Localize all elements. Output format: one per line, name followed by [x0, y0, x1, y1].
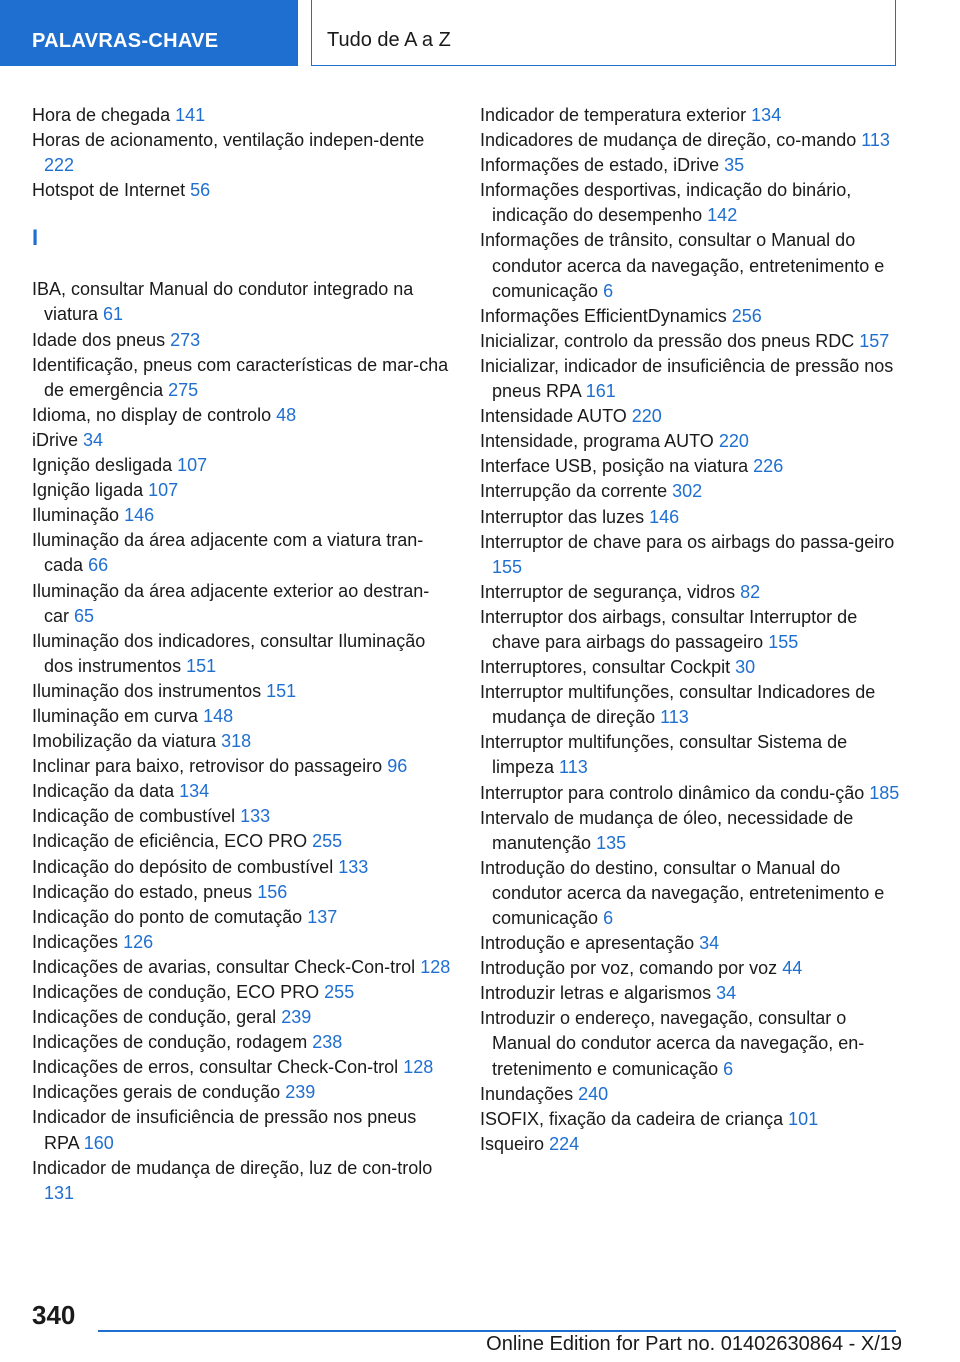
index-entry-text: Indicador de insuficiência de pressão nos pneus RPA [32, 1107, 417, 1153]
index-entry-text: iDrive [32, 429, 79, 450]
index-entry [480, 580, 900, 605]
page-reference-link[interactable]: 148 [203, 705, 234, 726]
index-entry [480, 429, 900, 454]
page-reference-link[interactable]: 275 [168, 379, 199, 400]
page-reference-link[interactable]: 160 [83, 1132, 114, 1153]
index-entry [32, 704, 452, 729]
page-reference-link[interactable]: 224 [549, 1133, 580, 1154]
index-entry [32, 629, 452, 679]
page-reference-link[interactable]: 146 [124, 505, 155, 526]
page-reference-link[interactable]: 161 [585, 381, 616, 402]
page-reference-link[interactable]: 185 [869, 782, 900, 803]
index-entry [480, 856, 900, 931]
page-reference-link[interactable]: 155 [492, 556, 523, 577]
page-reference-link[interactable]: 134 [751, 105, 782, 125]
index-entry [480, 730, 900, 780]
index-entry [32, 103, 452, 128]
page-reference-link[interactable]: 133 [240, 806, 271, 827]
page-reference-link[interactable]: 66 [88, 555, 109, 576]
index-entry-text: Isqueiro [480, 1133, 545, 1154]
page-reference-link[interactable]: 107 [177, 455, 208, 476]
index-entry [32, 754, 452, 779]
page-reference-link[interactable]: 61 [103, 304, 124, 325]
index-entry-text: Indicações de condução, geral [32, 1007, 277, 1028]
index-entry [480, 655, 900, 680]
index-entry-text: Iluminação em curva [32, 705, 199, 726]
page-reference-link[interactable]: 318 [221, 731, 252, 752]
index-column-left [32, 103, 452, 1206]
index-entry [32, 1030, 452, 1055]
index-entry-text: Inicializar, indicador de insuficiência de pressão nos pneus RPA [480, 355, 894, 402]
index-entry-text: Ignição desligada [32, 455, 173, 476]
index-entry-text: Indicações de avarias, consultar Check-Con-trol [32, 956, 416, 977]
index-entry-text: Indicação de combustível [32, 806, 236, 827]
index-entry-text: Intervalo de mudança de óleo, necessidade de manutenção [480, 807, 854, 853]
index-entry [32, 478, 452, 503]
page-number: 340 [32, 1300, 76, 1330]
index-entry [32, 277, 452, 327]
index-entry-text: Informações de estado, iDrive [480, 155, 720, 176]
index-entry-text: Indicações de erros, consultar Check-Con-trol [32, 1057, 399, 1078]
index-entry-text: Iluminação dos instrumentos [32, 680, 262, 701]
index-entry [32, 403, 452, 428]
index-entry-text: Ignição ligada [32, 480, 144, 501]
index-entry [32, 579, 452, 629]
index-entry [32, 353, 452, 403]
index-entry [480, 806, 900, 856]
index-entry-text: Interruptor dos airbags, consultar Interruptor de chave para airbags do passageiro [480, 606, 858, 652]
page-reference-link[interactable]: 34 [83, 429, 104, 450]
index-entry [32, 829, 452, 854]
index-entry [480, 981, 900, 1006]
index-entry [32, 980, 452, 1005]
index-entry [480, 1132, 900, 1157]
page-reference-link[interactable]: 256 [731, 305, 762, 326]
index-entry-text: Introdução e apresentação [480, 933, 695, 954]
index-entry-text: Informações EfficientDynamics [480, 305, 727, 326]
page-reference-link[interactable]: 34 [716, 983, 737, 1004]
page-reference-link[interactable]: 131 [44, 1182, 75, 1203]
index-entry-text: Indicações gerais de condução [32, 1082, 281, 1103]
index-entry [32, 528, 452, 578]
index-entry-text: Interruptor para controlo dinâmico da condu-ção [480, 782, 865, 803]
index-entry-text: Interruptor multifunções, consultar Sistema de limpeza [480, 732, 848, 778]
index-entry-text: Introdução do destino, consultar o Manual do condutor acerca da navegação, entretenimento e comunicação [480, 857, 885, 928]
index-entry-text: Introduzir letras e algarismos [480, 983, 712, 1004]
index-entry-text: Indicação da data [32, 781, 175, 802]
index-entry-text: Indicador de mudança de direção, luz de con-trolo [32, 1157, 433, 1178]
index-entry-text: Hora de chegada [32, 105, 171, 125]
page-reference-link[interactable]: 30 [735, 657, 756, 678]
page-reference-link[interactable]: 220 [631, 406, 662, 427]
index-entry-text: Interruptor multifunções, consultar Indicadores de mudança de direção [480, 682, 876, 728]
page-reference-link[interactable]: 48 [276, 404, 297, 425]
index-entry-text: Inundações [480, 1083, 574, 1104]
index-entry-text: Interface USB, posição na viatura [480, 456, 749, 477]
index-entry [32, 955, 452, 980]
page-reference-link[interactable]: 133 [338, 856, 369, 877]
index-entry-text: Iluminação dos indicadores, consultar Iluminação dos instrumentos [32, 630, 426, 676]
page-reference-link[interactable]: 65 [74, 605, 95, 626]
index-entry [480, 956, 900, 981]
index-entry [480, 1107, 900, 1132]
index-entry-text: Informações de trânsito, consultar o Manual do condutor acerca da navegação, entretenimento e comunicação [480, 230, 885, 301]
index-entry [32, 453, 452, 478]
index-entry-text: Hotspot de Internet [32, 180, 186, 201]
index-entry [32, 880, 452, 905]
page-reference-link[interactable]: 155 [768, 631, 799, 652]
index-entry-text: Interruptor das luzes [480, 506, 645, 527]
index-entry-text: Indicações de condução, rodagem [32, 1032, 308, 1053]
index-entry-text: Inclinar para baixo, retrovisor do passageiro [32, 756, 383, 777]
page-reference-link[interactable]: 226 [753, 456, 784, 477]
footer-divider [98, 1330, 896, 1332]
page-reference-link[interactable]: 146 [649, 506, 680, 527]
index-entry-text: Indicação do depósito de combustível [32, 856, 334, 877]
index-entry [32, 178, 452, 203]
index-entry [480, 404, 900, 429]
index-entry-text: Interrupção da corrente [480, 481, 668, 502]
index-entry [32, 1055, 452, 1080]
index-entry [32, 804, 452, 829]
index-entry [480, 304, 900, 329]
page-reference-link[interactable]: 255 [312, 831, 343, 852]
index-column-right [480, 103, 900, 1157]
index-entry-text: Imobilização da viatura [32, 731, 217, 752]
page-reference-link[interactable]: 56 [190, 180, 211, 201]
tab-palavras-chave[interactable]: PALAVRAS-CHAVE [0, 0, 298, 66]
page-reference-link[interactable]: 255 [324, 982, 355, 1002]
index-entry-text: Interruptor de chave para os airbags do passa-geiro [480, 531, 895, 552]
index-entry-text: Intensidade AUTO [480, 406, 627, 427]
page-reference-link[interactable]: 128 [403, 1057, 434, 1078]
index-entry-text: Indicadores de mudança de direção, co-mando [480, 130, 857, 151]
page-reference-link[interactable]: 156 [257, 881, 288, 902]
index-entry-text: Identificação, pneus com características de mar-cha de emergência [32, 354, 449, 400]
page-reference-link[interactable]: 135 [596, 832, 627, 853]
page-reference-link[interactable]: 273 [170, 329, 201, 350]
page-reference-link[interactable]: 113 [660, 707, 689, 728]
index-entry-text: Introduzir o endereço, navegação, consultar o Manual do condutor acerca da navegação, en-tretenimento e comunicação [480, 1008, 865, 1079]
page-reference-link[interactable]: 137 [307, 906, 338, 927]
page-reference-link[interactable]: 222 [44, 155, 75, 176]
index-entry [32, 328, 452, 353]
index-entry-text: IBA, consultar Manual do condutor integrado na viatura [32, 279, 414, 325]
index-entry-text: Indicações [32, 931, 119, 952]
page-reference-link[interactable]: 238 [312, 1032, 343, 1053]
page-reference-link[interactable]: 141 [175, 105, 206, 125]
index-entry [480, 128, 900, 153]
page-reference-link[interactable]: 34 [699, 933, 720, 954]
index-entry-text: Idioma, no display de controlo [32, 404, 272, 425]
index-entry-text: Indicação de eficiência, ECO PRO [32, 831, 308, 852]
index-entry [32, 930, 452, 955]
index-entry [480, 1082, 900, 1107]
index-entry [480, 178, 900, 228]
page-reference-link[interactable]: 96 [387, 756, 408, 777]
index-entry-text: Indicação do estado, pneus [32, 881, 253, 902]
index-entry [32, 679, 452, 704]
page-reference-link[interactable]: 157 [859, 330, 890, 351]
index-entry [32, 1156, 452, 1206]
page-reference-link[interactable]: 239 [281, 1007, 312, 1028]
page-reference-link[interactable]: 82 [740, 581, 761, 602]
index-entry-text: Intensidade, programa AUTO [480, 431, 714, 452]
index-entry-text: Introdução por voz, comando por voz [480, 958, 778, 979]
index-entry [480, 153, 900, 178]
index-entry [32, 128, 452, 178]
index-entry [480, 781, 900, 806]
page-reference-link[interactable]: 101 [788, 1108, 819, 1129]
index-entry [32, 729, 452, 754]
index-entry [480, 228, 900, 303]
index-entry-text: Horas de acionamento, ventilação indepen-dente [32, 130, 425, 151]
index-entry-text: Indicação do ponto de comutação [32, 906, 303, 927]
index-entry [32, 905, 452, 930]
page-reference-link[interactable]: 113 [559, 757, 588, 778]
page-reference-link[interactable]: 44 [782, 958, 803, 979]
page-reference-link[interactable]: 6 [723, 1058, 734, 1079]
page-reference-link[interactable]: 128 [420, 956, 451, 977]
index-entry-text: Interruptor de segurança, vidros [480, 581, 736, 602]
index-entry [480, 103, 900, 128]
index-entry-text: Indicador de temperatura exterior [480, 105, 747, 125]
index-entry [480, 1006, 900, 1081]
index-entry [480, 454, 900, 479]
index-entry-text: Idade dos pneus [32, 329, 166, 350]
page-reference-link[interactable]: 6 [603, 908, 614, 928]
index-entry [32, 779, 452, 804]
index-entry [480, 931, 900, 956]
page-reference-link[interactable]: 6 [603, 280, 614, 301]
page-reference-link[interactable]: 302 [672, 481, 703, 502]
index-entry [480, 605, 900, 655]
index-entry-text: Informações desportivas, indicação do binário, indicação do desempenho [480, 180, 852, 226]
page-reference-link[interactable]: 151 [186, 655, 217, 676]
index-entry-text: Iluminação da área adjacente com a viatura tran-cada [32, 530, 424, 576]
index-entry [32, 855, 452, 880]
section-letter-i: I [32, 225, 39, 251]
index-entry [32, 1105, 452, 1155]
page-reference-link[interactable]: 126 [123, 931, 154, 952]
index-entry-text: ISOFIX, fixação da cadeira de criança [480, 1108, 784, 1129]
footer-edition-text: Online Edition for Part no. 01402630864 - X/19 [486, 1333, 902, 1355]
page-reference-link[interactable]: 107 [148, 480, 179, 501]
index-entry-text: Indicações de condução, ECO PRO [32, 982, 320, 1002]
page-reference-link[interactable]: 113 [861, 130, 890, 151]
page-reference-link[interactable]: 239 [285, 1082, 316, 1103]
index-entry [480, 505, 900, 530]
section-title: Tudo de A a Z [311, 0, 896, 66]
page-reference-link[interactable]: 240 [578, 1083, 609, 1104]
index-entry [480, 530, 900, 580]
index-entry [32, 503, 452, 528]
index-entry-text: Interruptores, consultar Cockpit [480, 657, 731, 678]
page-reference-link[interactable]: 220 [718, 431, 749, 452]
index-entry [480, 680, 900, 730]
index-entry [32, 1005, 452, 1030]
page-reference-link[interactable]: 134 [179, 781, 210, 802]
index-entry-text: Inicializar, controlo da pressão dos pneus RDC [480, 330, 855, 351]
index-entry [480, 479, 900, 504]
page-reference-link[interactable]: 142 [707, 205, 738, 226]
page-reference-link[interactable]: 35 [724, 155, 745, 176]
index-entry [32, 428, 452, 453]
page-header [0, 0, 960, 66]
index-entry [480, 354, 900, 404]
index-entry-text: Iluminação [32, 505, 120, 526]
index-entry [32, 1080, 452, 1105]
page-reference-link[interactable]: 151 [266, 680, 297, 701]
index-entry-text: Iluminação da área adjacente exterior ao destran-car [32, 580, 430, 626]
index-entry [480, 329, 900, 354]
